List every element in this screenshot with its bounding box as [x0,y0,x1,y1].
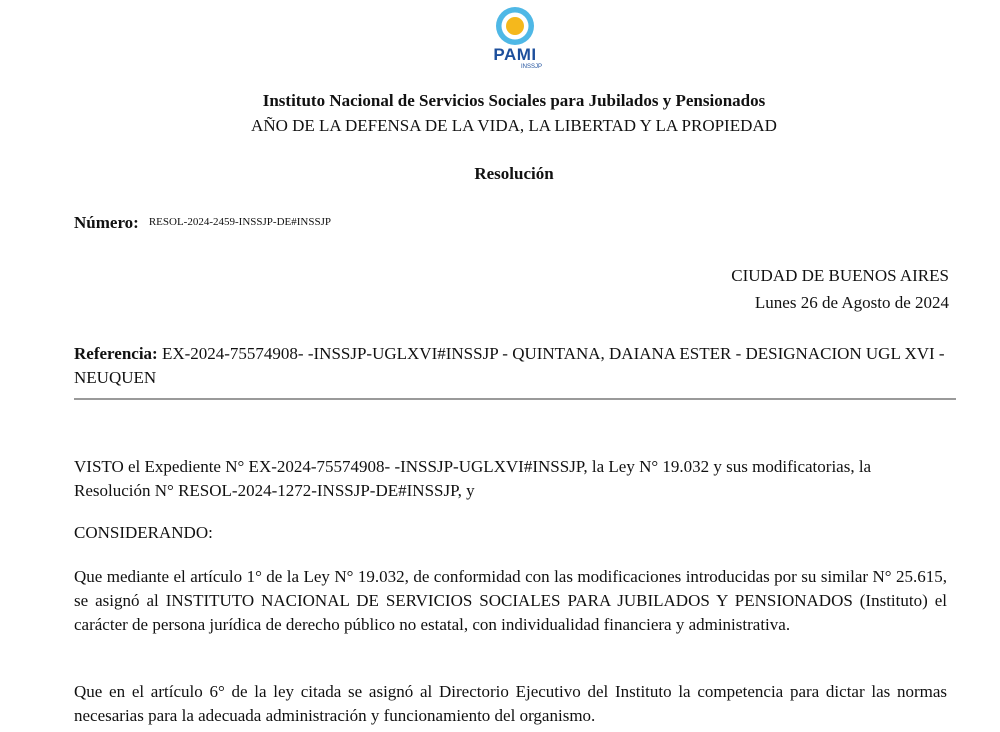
date: Lunes 26 de Agosto de 2024 [754,293,949,312]
paragraph-2: Que en el artículo 6° de la ley citada se asignó al Directorio Ejecutivo del Instituto la competencia para dictar las normas necesarias para la adecuada administración y funcionamiento del organismo. [74,682,947,725]
visto-paragraph: VISTO el Expediente N° EX-2024-75574908- -INSSJP-UGLXVI#INSSJP, la Ley N° 19.032 y sus modificatorias, la Resolución N° RESOL-2024-1272-INSSJP-DE#INSSJP, y [74,457,872,500]
referencia-label: Referencia: [74,344,158,363]
divider [74,398,956,400]
logo-text: PAMI [493,45,537,64]
considerando-heading: CONSIDERANDO: [74,523,213,542]
referencia [74,342,947,390]
numero-value: RESOL-2024-2459-INSSJP-DE#INSSJP [148,216,331,228]
paragraph-1: Que mediante el artículo 1° de la Ley N° 19.032, de conformidad con las modificaciones introducidas por su similar N° 25.615, se asignó al INSTITUTO NACIONAL DE SERVICIOS SOCIALES PARA JUBILADOS Y PENSIONADOS (Instituto) el carácter de persona jurídica de derecho público no estatal, con individualidad financiera y administrativa. [74,567,947,634]
numero-label: Número: [74,213,139,232]
city: CIUDAD DE BUENOS AIRES [731,266,949,285]
logo-subtext: INSSJP [520,64,542,70]
resolution-number [74,213,331,233]
pami-logo-icon [484,4,546,48]
document-type: Resolución [474,164,554,183]
referencia-text: EX-2024-75574908- -INSSJP-UGLXVI#INSSJP - QUINTANA, DAIANA ESTER - DESIGNACION UGL XVI -NEUQUEN [74,344,945,387]
institution-name: Instituto Nacional de Servicios Sociales para Jubilados y Pensionados [262,91,766,110]
pami-logo [484,4,546,76]
year-motto: AÑO DE LA DEFENSA DE LA VIDA, LA LIBERTAD Y LA PROPIEDAD [251,116,777,135]
